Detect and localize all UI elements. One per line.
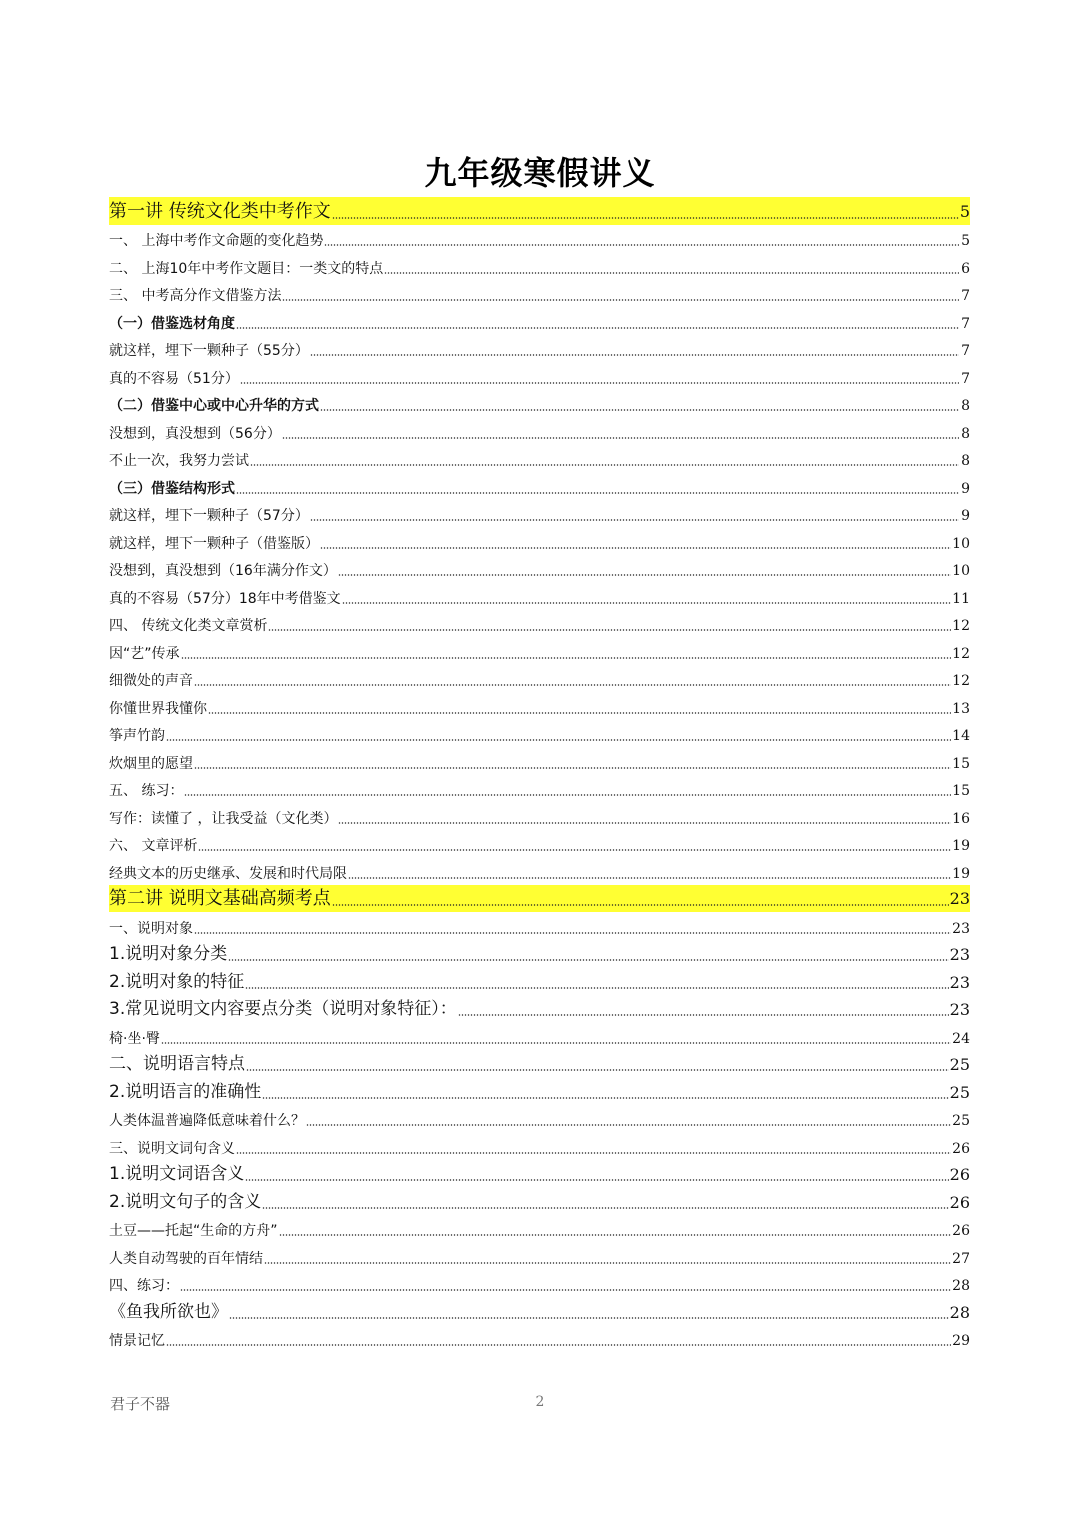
toc-entry-page-number: 8 [961, 398, 970, 414]
toc-entry[interactable] [109, 1270, 970, 1298]
toc-entry-label: 一、 上海中考作文命题的变化趋势 [109, 233, 324, 249]
toc-entry-label: 没想到，真没想到（56分） [109, 425, 281, 442]
dot-leader [262, 1207, 948, 1209]
toc-entry-label: 真的不容易（51分） [109, 370, 239, 387]
toc-entry-label: 二、 上海10年中考作文题目：一类文的特点 [109, 260, 384, 277]
toc-entry-label: 筝声竹韵 [109, 728, 165, 744]
toc-entry-label: （一）借鉴选材角度 [109, 315, 235, 332]
dot-leader [166, 1344, 951, 1346]
toc-entry-label: 没想到，真没想到（16年满分作文） [109, 563, 337, 579]
toc-entry-page-number: 5 [961, 233, 970, 249]
toc-entry[interactable] [109, 390, 970, 418]
toc-entry-label: 第二讲 说明文基础高频考点 [109, 888, 331, 909]
toc-entry[interactable] [109, 912, 970, 940]
toc-entry[interactable] [109, 1022, 970, 1050]
toc-entry-label: 经典文本的历史继承、发展和时代局限 [109, 865, 347, 882]
toc-entry[interactable] [109, 1297, 970, 1325]
dot-leader [332, 217, 959, 219]
toc-entry-page-number: 8 [961, 453, 970, 469]
toc-entry[interactable] [109, 362, 970, 390]
toc-entry[interactable] [109, 1160, 970, 1188]
toc-entry-label: 五、 练习： [109, 783, 184, 799]
toc-entry[interactable] [109, 802, 970, 830]
dot-leader [236, 327, 959, 329]
dot-leader [184, 794, 951, 796]
toc-entry-page-number: 25 [952, 1113, 970, 1129]
toc-entry-label: （二）借鉴中心或中心升华的方式 [109, 398, 319, 414]
toc-entry[interactable] [109, 720, 970, 748]
toc-entry[interactable] [109, 252, 970, 280]
toc-entry[interactable] [109, 555, 970, 583]
toc-entry-label: 细微处的声音 [109, 673, 193, 689]
toc-entry-label: 人类自动驾驶的百年情结 [109, 1250, 263, 1267]
toc-entry-label: 真的不容易（57分）18年中考借鉴文 [109, 590, 341, 607]
toc-entry-label: 四、 传统文化类文章赏析 [109, 618, 268, 634]
dot-leader [306, 1124, 951, 1126]
toc-entry-label: 三、 中考高分作文借鉴方法 [109, 288, 282, 304]
dot-leader [228, 959, 948, 961]
dot-leader [264, 1262, 951, 1264]
toc-entry-page-number: 23 [949, 1000, 970, 1019]
dot-leader [236, 1152, 951, 1154]
dot-leader [268, 629, 951, 631]
toc-entry-page-number: 28 [949, 1302, 970, 1322]
toc-entry[interactable] [109, 335, 970, 363]
toc-entry-page-number: 14 [952, 728, 970, 744]
toc-entry[interactable] [109, 307, 970, 335]
toc-chapter-heading[interactable] [109, 885, 970, 913]
toc-entry[interactable] [109, 637, 970, 665]
toc-entry-label: 不止一次，我努力尝试 [109, 453, 249, 469]
toc-entry-page-number: 25 [949, 1082, 970, 1102]
dot-leader [348, 877, 951, 879]
toc-entry-label: 因“艺”传承 [109, 645, 180, 662]
toc-entry-label: 就这样，埋下一颗种子（57分） [109, 508, 309, 524]
dot-leader [342, 602, 952, 604]
toc-entry[interactable] [109, 967, 970, 995]
dot-leader [320, 547, 951, 549]
toc-entry-page-number: 26 [949, 1192, 970, 1212]
toc-entry-label: 一、说明对象 [109, 920, 193, 937]
dot-leader [161, 1042, 951, 1044]
toc-entry-page-number: 6 [961, 260, 970, 277]
toc-entry-page-number: 26 [952, 1223, 970, 1239]
dot-leader [198, 849, 951, 851]
toc-entry-page-number: 9 [961, 508, 970, 524]
toc-entry-label: 三、说明文词句含义 [109, 1140, 235, 1157]
toc-entry[interactable] [109, 1242, 970, 1270]
dot-leader [181, 657, 952, 659]
dot-leader [240, 382, 959, 384]
dot-leader [236, 492, 959, 494]
toc-entry[interactable] [109, 280, 970, 308]
toc-entry-label: 土豆——托起“生命的方舟” [109, 1223, 278, 1239]
toc-entry-label: 1.说明文词语含义 [109, 1164, 245, 1184]
toc-entry-page-number: 9 [961, 480, 970, 497]
toc-entry-page-number: 27 [952, 1250, 970, 1267]
toc-entry-page-number: 10 [952, 535, 970, 552]
dot-leader [229, 1317, 949, 1319]
dot-leader [282, 299, 959, 301]
toc-entry-label: 3.常见说明文内容要点分类（说明对象特征）： [109, 999, 457, 1019]
dot-leader [166, 739, 951, 741]
footer-motto: 君子不器 [110, 1395, 171, 1413]
toc-entry-label: 第一讲 传统文化类中考作文 [109, 200, 331, 222]
dot-leader [310, 519, 959, 521]
toc-entry[interactable] [109, 500, 970, 528]
toc-entry-page-number: 11 [952, 590, 970, 607]
dot-leader [194, 932, 951, 934]
dot-leader [320, 409, 959, 411]
toc-entry-page-number: 28 [952, 1278, 970, 1294]
toc-entry[interactable] [109, 610, 970, 638]
toc-entry[interactable] [109, 1132, 970, 1160]
toc-entry-page-number: 19 [952, 865, 970, 882]
toc-entry[interactable] [109, 1187, 970, 1215]
dot-leader [245, 987, 948, 989]
toc-entry-page-number: 7 [961, 288, 970, 304]
toc-entry[interactable] [109, 527, 970, 555]
toc-entry[interactable] [109, 747, 970, 775]
toc-entry-page-number: 12 [952, 645, 970, 662]
dot-leader [246, 1069, 949, 1071]
toc-entry-page-number: 7 [961, 343, 970, 359]
dot-leader [458, 1014, 949, 1016]
dot-leader [324, 244, 959, 246]
toc-entry-page-number: 23 [949, 945, 970, 964]
toc-entry-label: 二、说明语言特点 [109, 1054, 245, 1074]
toc-entry-label: 椅·坐·臀 [109, 1030, 160, 1047]
toc-entry-label: 六、 文章评析 [109, 838, 198, 854]
toc-entry-label: （三）借鉴结构形式 [109, 480, 235, 497]
toc-entry-label: 《鱼我所欲也》 [109, 1301, 228, 1322]
toc-entry-label: 1.说明对象分类 [109, 944, 228, 964]
footer-page-number: 2 [535, 1394, 545, 1410]
dot-leader [245, 1179, 948, 1181]
dot-leader [279, 1234, 952, 1236]
toc-entry[interactable] [109, 940, 970, 968]
toc-entry[interactable] [109, 665, 970, 693]
toc-entry-page-number: 7 [961, 315, 970, 332]
toc-entry[interactable] [109, 857, 970, 885]
toc-entry-page-number: 23 [949, 972, 970, 992]
dot-leader [194, 684, 951, 686]
toc-entry-page-number: 7 [961, 370, 970, 387]
toc-entry-page-number: 23 [952, 920, 970, 937]
toc-entry-page-number: 25 [949, 1055, 970, 1074]
toc-entry-page-number: 26 [952, 1140, 970, 1157]
toc-entry[interactable] [109, 417, 970, 445]
toc-entry-page-number: 10 [952, 563, 970, 579]
toc-entry-page-number: 12 [952, 673, 970, 689]
toc-entry-label: 2.说明语言的准确性 [109, 1081, 262, 1102]
toc-entry[interactable] [109, 830, 970, 858]
dot-leader [310, 354, 959, 356]
table-of-contents [109, 197, 970, 1352]
dot-leader [262, 1097, 948, 1099]
toc-entry-label: 情景记忆 [109, 1333, 165, 1349]
toc-entry-page-number: 19 [952, 838, 970, 854]
page-title: 九年级寒假讲义 [424, 154, 656, 192]
dot-leader [208, 712, 951, 714]
toc-entry-label: 人类体温普遍降低意味着什么？ [109, 1113, 305, 1129]
toc-entry-label: 炊烟里的愿望 [109, 755, 193, 772]
toc-entry-label: 2.说明对象的特征 [109, 971, 245, 992]
dot-leader [194, 767, 951, 769]
toc-entry[interactable] [109, 1325, 970, 1353]
toc-entry-label: 就这样，埋下一颗种子（55分） [109, 343, 309, 359]
toc-entry-label: 你懂世界我懂你 [109, 700, 207, 717]
toc-entry-label: 就这样，埋下一颗种子（借鉴版） [109, 535, 319, 552]
toc-entry-page-number: 29 [952, 1333, 970, 1349]
toc-entry-page-number: 15 [952, 783, 970, 799]
toc-entry-label: 四、练习： [109, 1278, 179, 1294]
toc-entry[interactable] [109, 1105, 970, 1133]
dot-leader [332, 904, 949, 906]
toc-entry-page-number: 5 [959, 201, 970, 221]
toc-entry[interactable] [109, 995, 970, 1023]
toc-entry[interactable] [109, 1050, 970, 1078]
toc-entry-page-number: 13 [952, 700, 970, 717]
toc-entry-page-number: 23 [949, 889, 970, 908]
toc-entry-page-number: 16 [952, 810, 970, 827]
toc-entry-page-number: 24 [952, 1030, 970, 1047]
toc-chapter-heading[interactable] [109, 197, 970, 225]
toc-entry-page-number: 12 [952, 618, 970, 634]
dot-leader [282, 437, 959, 439]
toc-entry-page-number: 15 [952, 755, 970, 772]
toc-entry-label: 写作：读懂了 ，让我受益（文化类） [109, 810, 338, 827]
dot-leader [180, 1289, 951, 1291]
dot-leader [384, 272, 959, 274]
dot-leader [338, 574, 951, 576]
dot-leader [338, 822, 951, 824]
toc-entry-page-number: 8 [961, 425, 970, 442]
toc-entry[interactable] [109, 1077, 970, 1105]
toc-entry-page-number: 26 [949, 1165, 970, 1184]
toc-entry[interactable] [109, 775, 970, 803]
dot-leader [250, 464, 959, 466]
toc-entry[interactable] [109, 1215, 970, 1243]
toc-entry[interactable] [109, 582, 970, 610]
toc-entry[interactable] [109, 472, 970, 500]
toc-entry[interactable] [109, 225, 970, 253]
toc-entry[interactable] [109, 692, 970, 720]
toc-entry-label: 2.说明文句子的含义 [109, 1191, 262, 1212]
toc-entry[interactable] [109, 445, 970, 473]
